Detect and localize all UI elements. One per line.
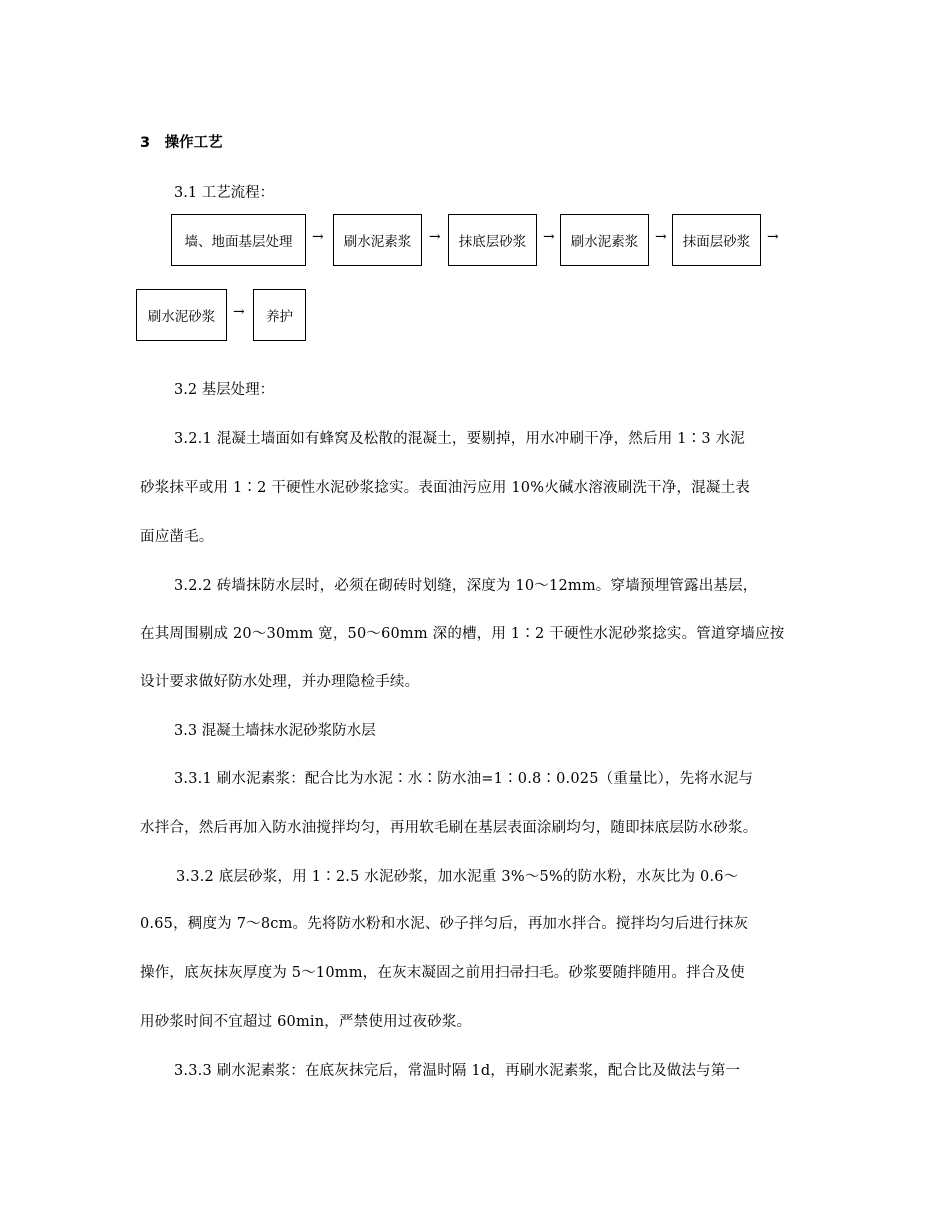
flow-arrow: → (655, 229, 667, 245)
paragraph-line: 操作，底灰抹灰厚度为 5～10mm，在灰末凝固之前用扫帚扫毛。砂浆要随拌随用。拌合及使 (140, 965, 745, 981)
flow-step-1: 墙、地面基层处理 (171, 214, 306, 266)
paragraph-line: 在其周围剔成 20～30mm 宽，50～60mm 深的槽，用 1∶2 干硬性水泥砂浆捻实。管道穿墙应按 (140, 626, 785, 642)
flow-arrow: → (312, 229, 324, 245)
section-heading: 3 操作工艺 (140, 135, 223, 151)
paragraph-line: 设计要求做好防水处理，并办理隐检手续。 (140, 674, 420, 690)
subsection-title-3-1: 3.1 工艺流程： (174, 185, 275, 201)
flow-step-3: 抹底层砂浆 (448, 214, 537, 266)
paragraph-line: 面应凿毛。 (140, 529, 214, 545)
flow-step-7: 养护 (253, 289, 306, 341)
subsection-title-3-2: 3.2 基层处理： (174, 382, 275, 398)
paragraph-line: 3.2.1 混凝土墙面如有蜂窝及松散的混凝土，要剔掉，用水冲刷干净，然后用 1∶3 水泥 (174, 431, 745, 447)
flow-arrow: → (233, 304, 245, 320)
flow-step-5: 抹面层砂浆 (672, 214, 761, 266)
flow-step-2: 刷水泥素浆 (333, 214, 422, 266)
paragraph-line: 3.3.1 刷水泥素浆：配合比为水泥∶水∶防水油=1∶0.8∶0.025（重量比），先将水泥与 (174, 771, 754, 787)
paragraph-line: 水拌合，然后再加入防水油搅拌均匀，再用软毛刷在基层表面涂刷均匀，随即抹底层防水砂浆。 (140, 820, 758, 836)
flow-step-4: 刷水泥素浆 (560, 214, 649, 266)
flow-arrow: → (429, 229, 441, 245)
paragraph-line: 3.2.2 砖墙抹防水层时，必须在砌砖时划缝，深度为 10～12mm。穿墙预埋管露出基层， (174, 578, 758, 594)
paragraph-line: 用砂浆时间不宜超过 60min，严禁使用过夜砂浆。 (140, 1014, 472, 1030)
paragraph-line: 3.3.2 底层砂浆，用 1∶2.5 水泥砂浆，加水泥重 3%～5%的防水粉，水灰比为 0.6～ (176, 869, 739, 885)
paragraph-line: 砂浆抹平或用 1∶2 干硬性水泥砂浆捻实。表面油污应用 10%火碱水溶液刷洗干净，混凝土表 (140, 480, 751, 496)
flow-arrow: → (767, 229, 779, 245)
paragraph-line: 0.65，稠度为 7～8cm。先将防水粉和水泥、砂子拌匀后，再加水拌合。搅拌均匀后进行抹灰 (140, 916, 749, 932)
flow-step-6: 刷水泥砂浆 (136, 289, 227, 341)
paragraph-line: 3.3.3 刷水泥素浆：在底灰抹完后，常温时隔 1d，再刷水泥素浆，配合比及做法与第一 (174, 1063, 741, 1079)
flow-arrow: → (543, 229, 555, 245)
subsection-title-3-3: 3.3 混凝土墙抹水泥砂浆防水层 (174, 723, 376, 739)
